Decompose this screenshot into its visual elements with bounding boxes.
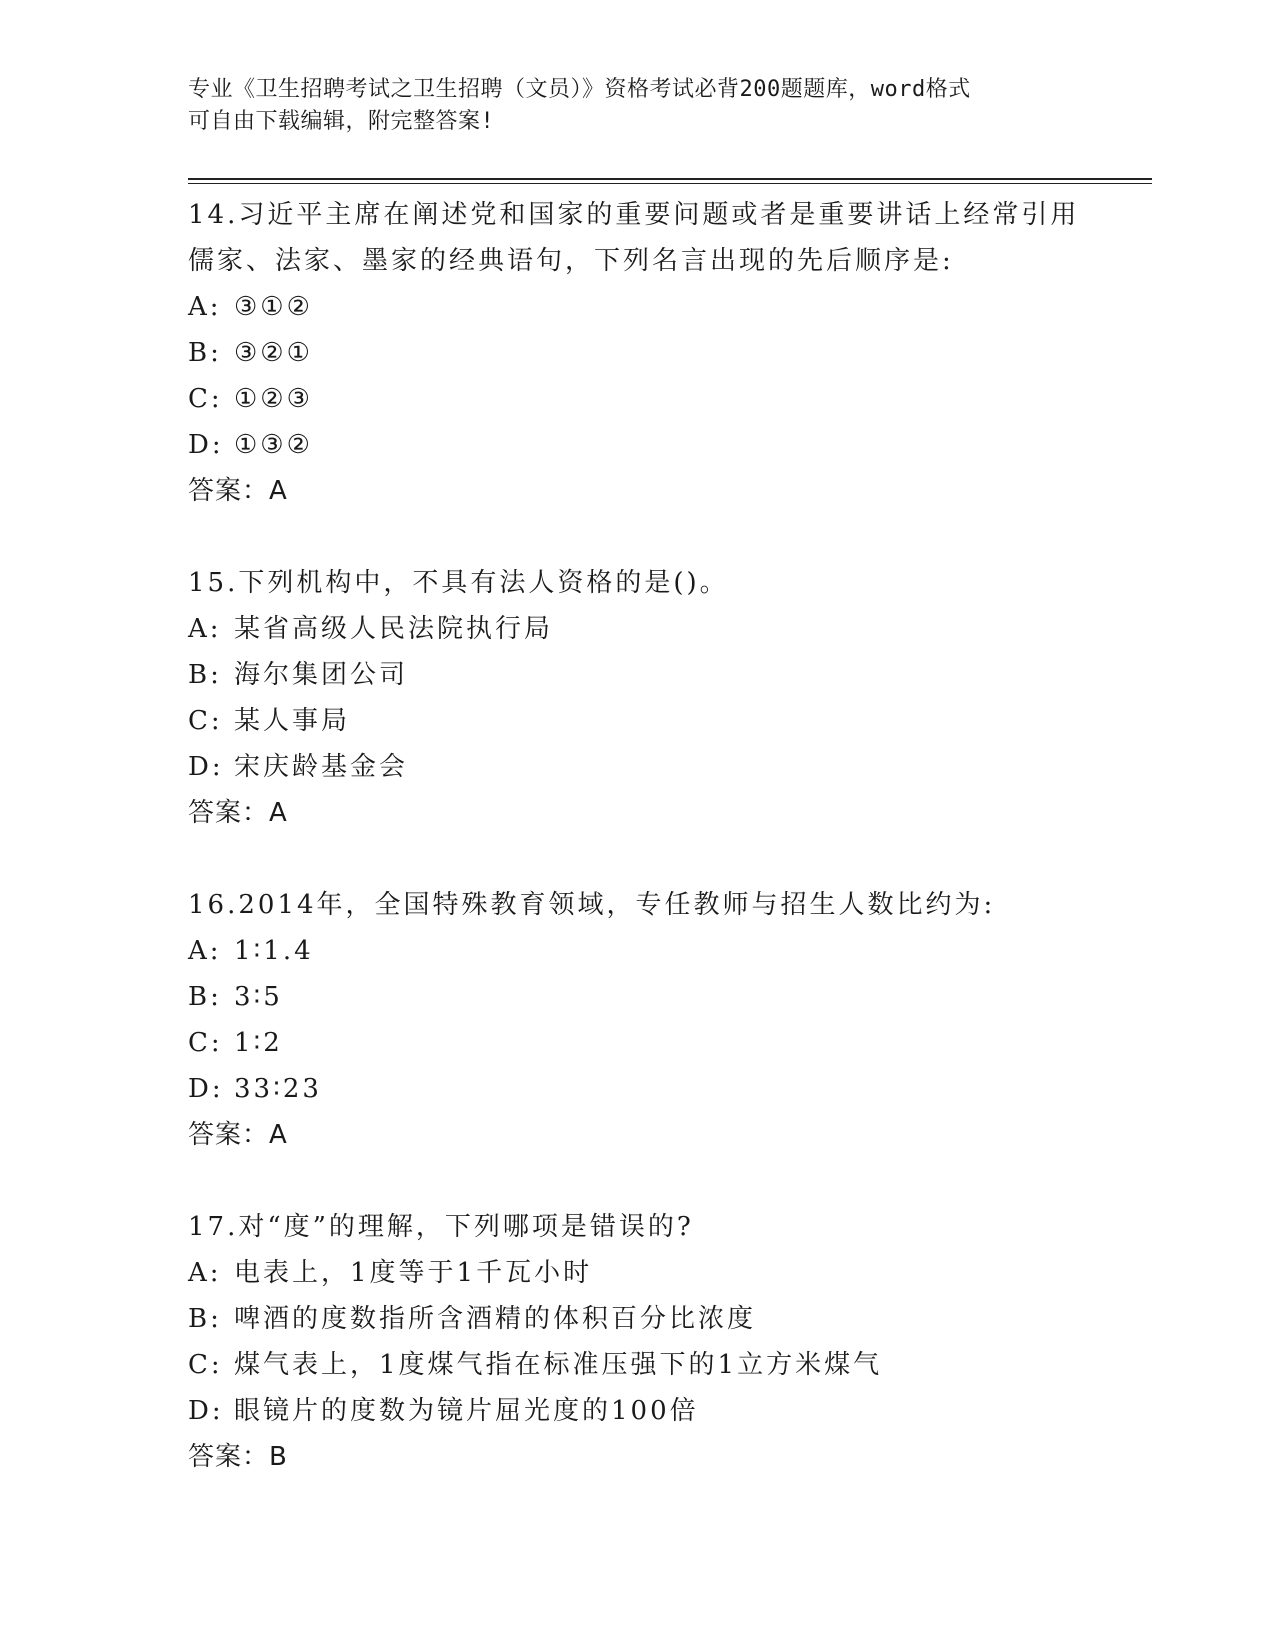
option-text: 啤酒的度数指所含酒精的体积百分比浓度 bbox=[234, 1304, 757, 1334]
option-text: 宋庆龄基金会 bbox=[234, 752, 409, 782]
option-letter: D: bbox=[188, 1074, 224, 1104]
option-text: 电表上，1度等于1千瓦小时 bbox=[234, 1258, 593, 1288]
document-header bbox=[188, 74, 1088, 138]
option-text: 1∶2 bbox=[234, 1028, 283, 1058]
option-b bbox=[188, 330, 1088, 376]
option-letter: A: bbox=[188, 936, 222, 966]
option-letter: A: bbox=[188, 1258, 222, 1288]
option-text: 海尔集团公司 bbox=[234, 660, 409, 690]
option-text: 某人事局 bbox=[234, 706, 351, 736]
option-c bbox=[188, 1342, 1088, 1388]
question-stem: 15.下列机构中，不具有法人资格的是()。 bbox=[188, 568, 729, 598]
question-stem: 16.2014年，全国特殊教育领域，专任教师与招生人数比约为: bbox=[188, 890, 996, 920]
option-b bbox=[188, 1296, 1088, 1342]
option-b bbox=[188, 974, 1088, 1020]
question-14 bbox=[188, 192, 1088, 514]
option-letter: B: bbox=[188, 660, 222, 690]
option-text: 1∶1.4 bbox=[234, 936, 314, 966]
option-c bbox=[188, 698, 1088, 744]
option-d bbox=[188, 422, 1088, 468]
option-text: ①②③ bbox=[234, 384, 313, 414]
option-letter: A: bbox=[188, 292, 222, 322]
option-text: ①③② bbox=[234, 430, 313, 460]
option-a bbox=[188, 1250, 1088, 1296]
option-c bbox=[188, 376, 1088, 422]
answer-line: 答案：A bbox=[188, 798, 288, 828]
option-text: 某省高级人民法院执行局 bbox=[234, 614, 554, 644]
option-letter: C: bbox=[188, 1350, 223, 1380]
header-divider-thin bbox=[188, 183, 1152, 184]
option-a bbox=[188, 606, 1088, 652]
option-d bbox=[188, 744, 1088, 790]
header-line-2: 可自由下载编辑，附完整答案! bbox=[188, 109, 495, 134]
header-line-1: 专业《卫生招聘考试之卫生招聘（文员）》资格考试必背200题题库，word格式 bbox=[188, 77, 971, 102]
answer-line: 答案：A bbox=[188, 1120, 288, 1150]
option-letter: C: bbox=[188, 1028, 223, 1058]
option-letter: D: bbox=[188, 752, 224, 782]
option-letter: A: bbox=[188, 614, 222, 644]
question-list bbox=[188, 192, 1088, 1480]
option-letter: B: bbox=[188, 1304, 222, 1334]
option-text: 煤气表上，1度煤气指在标准压强下的1立方米煤气 bbox=[234, 1350, 883, 1380]
option-text: 眼镜片的度数为镜片屈光度的100倍 bbox=[234, 1396, 699, 1426]
option-a bbox=[188, 928, 1088, 974]
option-letter: D: bbox=[188, 1396, 224, 1426]
option-a bbox=[188, 284, 1088, 330]
answer-line: 答案：A bbox=[188, 476, 288, 506]
option-text: ③②① bbox=[234, 338, 313, 368]
question-15 bbox=[188, 560, 1088, 836]
question-17 bbox=[188, 1204, 1088, 1480]
option-b bbox=[188, 652, 1088, 698]
option-c bbox=[188, 1020, 1088, 1066]
option-letter: C: bbox=[188, 706, 223, 736]
option-d bbox=[188, 1066, 1088, 1112]
option-text: 3∶5 bbox=[234, 982, 283, 1012]
option-d bbox=[188, 1388, 1088, 1434]
header-divider-thick bbox=[188, 178, 1152, 180]
option-text: 33∶23 bbox=[234, 1074, 322, 1104]
option-letter: B: bbox=[188, 982, 222, 1012]
option-letter: C: bbox=[188, 384, 223, 414]
question-stem: 14.习近平主席在阐述党和国家的重要问题或者是重要讲话上经常引用儒家、法家、墨家的经典语句，下列名言出现的先后顺序是: bbox=[188, 200, 1080, 276]
option-letter: D: bbox=[188, 430, 224, 460]
option-letter: B: bbox=[188, 338, 222, 368]
option-text: ③①② bbox=[234, 292, 313, 322]
question-16 bbox=[188, 882, 1088, 1158]
answer-line: 答案：B bbox=[188, 1442, 288, 1472]
question-stem: 17.对“度”的理解，下列哪项是错误的? bbox=[188, 1212, 694, 1242]
